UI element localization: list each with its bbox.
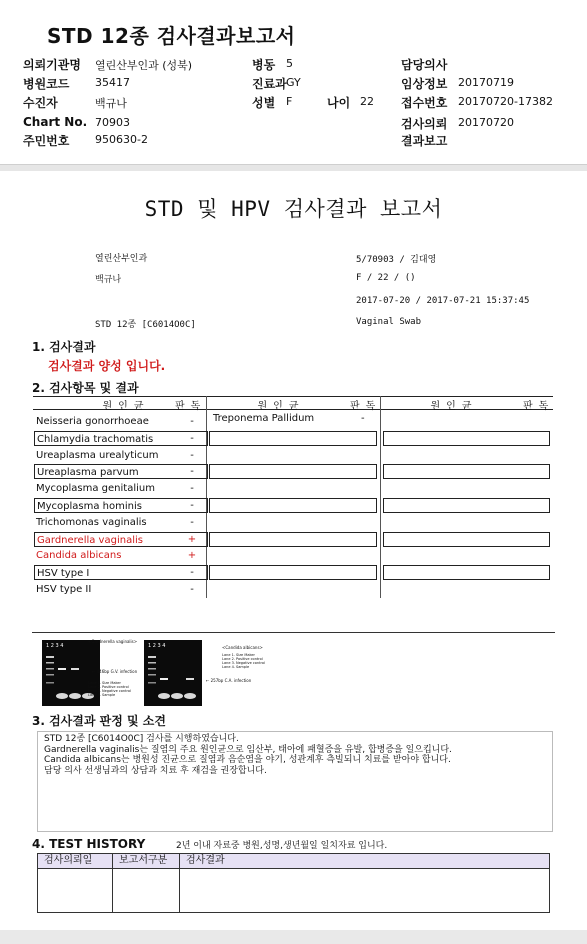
pathogen-result: - — [190, 483, 194, 494]
section4-title: 4. TEST HISTORY — [32, 837, 146, 851]
history-note: 2년 이내 자료중 병원,성명,생년월일 일치자료 입니다. — [176, 841, 388, 851]
value-age: 22 — [360, 95, 374, 108]
value-ward: 5 — [286, 57, 293, 70]
value-sex: F — [286, 95, 293, 108]
results-table-header — [33, 396, 553, 410]
report-specimen: Vaginal Swab — [356, 317, 422, 327]
header-title: STD 12종 검사결과보고서 — [47, 24, 296, 48]
opinion-line: Gardnerella vaginalis는 질염의 주요 원인균으로 임산부, 태아에 패혈증을 유발, 합병증을 일으킵니다. — [44, 744, 452, 755]
col1-pathogen-header: 원 인 균 — [102, 401, 144, 412]
pathogen-result: - — [190, 416, 194, 427]
report-title: STD 및 HPV 검사결과 보고서 — [144, 197, 443, 221]
section3-title: 3. 검사결과 판정 및 소견 — [32, 714, 166, 728]
gel-right-arrow: ← 257bp C.A. infection — [206, 678, 252, 683]
empty-result-cell — [209, 565, 377, 580]
result-summary: 검사결과 양성 입니다. — [48, 359, 166, 373]
empty-result-cell — [383, 431, 550, 446]
section1-title: 1. 검사결과 — [32, 340, 96, 354]
section2-title: 2. 검사항목 및 결과 — [32, 381, 139, 395]
value-clinical-info: 20170719 — [458, 76, 514, 89]
report-sex-age: F / 22 / () — [356, 273, 416, 283]
pathogen-name: HSV type II — [36, 584, 92, 595]
gel-left-legend: Lane 1. Size Maker Lane 2. Positive control Lane 3. Negative control Lane 4. Sample — [88, 681, 131, 697]
col2-result-header: 판 독 — [350, 401, 376, 412]
label-test-request: 검사의뢰 — [401, 117, 448, 131]
value-patient: 백규나 — [95, 97, 127, 110]
opinion-line: STD 12종 [C6014O0C] 검사를 시행하였습니다. — [44, 734, 239, 744]
opinion-line: Candida albicans는 병원성 진균으로 질염과 음순염을 야기, 성관계후 측빌되니 치료를 받아야 합니다. — [44, 755, 451, 765]
empty-result-cell — [209, 431, 377, 446]
pathogen-name: Trichomonas vaginalis — [36, 517, 147, 528]
report-dates: 2017-07-20 / 2017-07-21 15:37:45 — [356, 296, 530, 306]
label-hospital-code: 병원코드 — [23, 77, 70, 91]
gel-right-title: <Candida albicans> — [222, 645, 263, 650]
value-resident-number: 950630-2 — [95, 133, 148, 146]
col1-result-header: 판 독 — [175, 401, 201, 412]
svg-text:1 2 3 4: 1 2 3 4 — [46, 643, 64, 649]
label-patient: 수진자 — [23, 96, 58, 110]
empty-result-cell — [383, 565, 550, 580]
empty-result-cell — [383, 464, 550, 479]
value-hospital-code: 35417 — [95, 76, 130, 89]
label-department: 진료과 — [252, 77, 287, 91]
pathogen-result: - — [190, 567, 194, 578]
empty-result-cell — [209, 532, 377, 547]
report-test-code: STD 12종 [C6014O0C] — [95, 320, 196, 330]
pathogen-name: Gardnerella vaginalis — [34, 532, 208, 547]
pathogen-name: HSV type I — [34, 565, 208, 580]
history-col-test-result: 검사결과 — [186, 855, 225, 866]
label-ward: 병동 — [252, 58, 276, 72]
pathogen-name: Ureaplasma urealyticum — [36, 450, 159, 461]
pathogen-name: Candida albicans — [36, 550, 122, 561]
col3-pathogen-header: 원 인 균 — [430, 401, 472, 412]
report-header — [0, 0, 587, 160]
pathogen-result: + — [187, 534, 197, 545]
treponema-pallidum-name: Treponema Pallidum — [213, 413, 315, 424]
value-chart-no: 70903 — [95, 116, 130, 129]
col2-pathogen-header: 원 인 균 — [257, 401, 299, 412]
pathogen-name: Chlamydia trachomatis — [34, 431, 208, 446]
gel-image-candida — [144, 640, 202, 706]
col3-result-header: 판 독 — [523, 401, 549, 412]
report-chart-doctor: 5/70903 / 김대영 — [356, 255, 437, 265]
gel-image-panel — [32, 632, 555, 713]
pathogen-name: Mycoplasma hominis — [34, 498, 208, 513]
empty-result-cell — [383, 498, 550, 513]
pathogen-name: Neisseria gonorrhoeae — [36, 416, 149, 427]
test-history-table — [37, 853, 550, 913]
label-resident-number: 주민번호 — [23, 134, 70, 148]
report-patient: 백규나 — [95, 275, 122, 285]
label-age: 나이 — [327, 96, 351, 110]
value-requesting-institution: 열린산부인과 (성북) — [95, 59, 193, 72]
pathogen-name: Mycoplasma genitalium — [36, 483, 155, 494]
treponema-pallidum-result: - — [361, 413, 365, 424]
history-col-report-type: 보고서구분 — [119, 855, 168, 866]
svg-text:1 2 3 4: 1 2 3 4 — [148, 643, 166, 649]
header-divider — [0, 164, 587, 171]
report-hospital: 열린산부인과 — [95, 254, 148, 264]
gel-left-title: <Gardnerella vaginalis> — [88, 639, 138, 644]
label-receipt-number: 접수번호 — [401, 96, 448, 110]
history-col-request-date: 검사의뢰일 — [44, 855, 93, 866]
column-divider — [380, 396, 381, 598]
empty-result-cell — [209, 498, 377, 513]
label-attending-doctor: 담당의사 — [401, 58, 448, 72]
pathogen-result: - — [190, 500, 194, 511]
gel-right-legend: Lane 1. Size Maker Lane 2. Positive control Lane 3. Negative control Lane 4. Sample — [222, 653, 265, 669]
pathogen-name: Ureaplasma parvum — [34, 464, 208, 479]
gel-left-arrow: ← 446bp G.V. infection — [92, 669, 138, 674]
label-result-report: 결과보고 — [401, 134, 448, 148]
empty-result-cell — [209, 464, 377, 479]
label-clinical-info: 임상정보 — [401, 77, 448, 91]
value-test-request: 20170720 — [458, 116, 514, 129]
opinion-line: 담당 의사 선생님과의 상담과 치료 후 재검을 권장합니다. — [44, 765, 267, 776]
history-col-divider — [112, 854, 113, 912]
label-sex: 성별 — [252, 96, 276, 110]
empty-result-cell — [383, 532, 550, 547]
page-footer — [0, 930, 587, 944]
pathogen-result: - — [190, 466, 194, 477]
label-requesting-institution: 의뢰기관명 — [23, 58, 81, 72]
value-department: GY — [286, 76, 301, 89]
value-receipt-number: 20170720-17382 — [458, 95, 553, 108]
pathogen-result: + — [187, 550, 197, 561]
opinion-box — [37, 731, 553, 832]
pathogen-result: - — [190, 450, 194, 461]
pathogen-result: - — [190, 584, 194, 595]
history-table-header — [38, 854, 549, 869]
label-chart-no: Chart No. — [23, 115, 88, 129]
pathogen-result: - — [190, 517, 194, 528]
history-col-divider — [179, 854, 180, 912]
pathogen-result: - — [190, 433, 194, 444]
